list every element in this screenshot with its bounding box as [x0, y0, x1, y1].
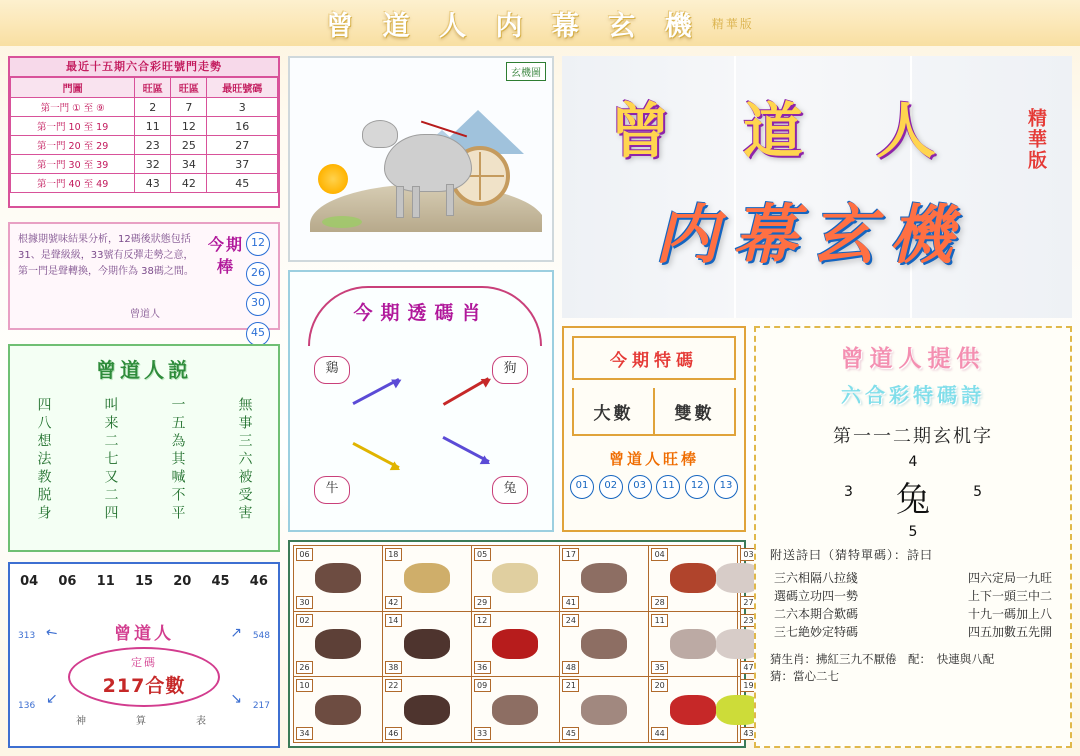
trend-table-header: 最近十五期六合彩旺號門走勢 — [10, 58, 278, 77]
cell-top-number: 06 — [296, 548, 313, 561]
hot-number: 01 — [570, 475, 594, 499]
col-hot2: 旺區 — [171, 78, 207, 98]
special-code-title: 今期特碼 — [572, 336, 736, 380]
row-label: 第一門 ① 至 ⑨ — [11, 98, 135, 117]
cell-top-number: 14 — [385, 614, 402, 627]
cell-value: 25 — [171, 136, 207, 155]
animal-figure — [315, 629, 361, 659]
grid-cell — [737, 677, 754, 743]
cell-value: 12 — [171, 117, 207, 136]
hot-pick-numbers — [570, 475, 738, 499]
banner-title: 曾 道 人 内 幕 玄 機 — [326, 10, 702, 42]
special-code-split — [572, 388, 736, 436]
trend-table-panel — [8, 56, 280, 208]
bottom-word: 神 — [76, 716, 86, 727]
bottom-word: 表 — [196, 716, 206, 727]
arrow-icon — [352, 378, 399, 405]
cell-bottom-number: 43 — [740, 727, 757, 740]
animal-figure — [581, 563, 627, 593]
grid-cell — [294, 677, 383, 743]
animal-figure — [492, 695, 538, 725]
poem-line-right: 十九一碼加上八 — [967, 607, 1052, 621]
corner-value-bl: 136 — [18, 701, 36, 711]
animal-figure — [581, 629, 627, 659]
cell-value: 27 — [207, 136, 278, 155]
saying-columns — [10, 397, 278, 547]
ox-body — [384, 134, 472, 192]
poem-line-right: 四六定局一九旺 — [967, 571, 1052, 585]
grid-cell — [471, 611, 560, 677]
zodiac-rooster: 鶏 — [314, 356, 350, 384]
poem-line — [774, 569, 1052, 587]
cell-value: 23 — [135, 136, 171, 155]
riddle-top-number: 4 — [908, 454, 918, 470]
table-row — [11, 98, 278, 117]
grid-cell — [560, 611, 649, 677]
mystic-picture-panel — [288, 56, 554, 262]
poem-line-left: 三六相隔八拉綫 — [774, 571, 859, 585]
poem-tail-lines — [770, 651, 1056, 685]
lucky-number-row — [10, 574, 278, 589]
saying-column: 叫来二七又二四 — [102, 397, 119, 523]
masthead-panel — [562, 56, 1072, 318]
arrow-icon: ↗ — [230, 625, 242, 641]
riddle-left-number: 3 — [844, 484, 853, 500]
cell-value: 37 — [207, 155, 278, 174]
arrow-icon: ↘ — [230, 691, 242, 707]
cell-bottom-number: 38 — [385, 661, 402, 674]
animal-figure — [404, 629, 450, 659]
poem-tail-line: 猜生肖：拂紅三九不厭倦 配： 快連與八配 — [770, 652, 995, 666]
cell-top-number: 09 — [474, 679, 491, 692]
fixed-code-label: 定碼 — [131, 656, 157, 669]
col-hot1: 旺區 — [135, 78, 171, 98]
corner-value-br: 217 — [252, 701, 270, 711]
arrow-icon: ↖ — [42, 623, 62, 643]
saying-column: 無事三六被受害 — [236, 397, 253, 523]
cell-bottom-number: 33 — [474, 727, 491, 740]
cell-bottom-number: 36 — [474, 661, 491, 674]
grid-row — [294, 677, 741, 743]
cell-bottom-number: 29 — [474, 596, 491, 609]
special-code-panel — [562, 326, 746, 532]
grid-row — [294, 546, 741, 612]
ox-leg — [446, 184, 454, 216]
zodiac-hint-panel — [288, 270, 554, 532]
cell-bottom-number: 48 — [562, 661, 579, 674]
cell-bottom-number: 28 — [651, 596, 668, 609]
bottom-word: 算 — [136, 716, 146, 727]
animal-figure — [581, 695, 627, 725]
poem-line — [774, 623, 1052, 641]
grid-cell — [382, 611, 471, 677]
cell-top-number: 24 — [562, 614, 579, 627]
grid-cell — [294, 546, 383, 612]
poem-issue: 第一一二期玄机字 — [833, 426, 993, 447]
animal-figure — [670, 629, 716, 659]
saying-title: 曾道人説 — [96, 358, 192, 382]
hot-number: 03 — [628, 475, 652, 499]
cell-bottom-number: 45 — [562, 727, 579, 740]
ox-leg — [396, 186, 404, 218]
row-label: 第一門 30 至 39 — [11, 155, 135, 174]
zodiac-hint-title: 今期透碼肖 — [353, 302, 489, 324]
grass-shape — [322, 216, 362, 228]
poem-subtitle: 附送詩曰（猜特單碼）：詩曰 — [770, 548, 934, 562]
cell-top-number: 22 — [385, 679, 402, 692]
poem-tail-line: 猜：當心二七 — [770, 669, 839, 683]
lucky-number: 46 — [249, 574, 268, 589]
cell-value: 42 — [171, 174, 207, 193]
riddle-right-number: 5 — [973, 484, 982, 500]
masthead-badge: 精華版 — [1025, 108, 1047, 171]
ball: 45 — [246, 322, 270, 346]
hot-number: 12 — [685, 475, 709, 499]
cell-value: 34 — [171, 155, 207, 174]
ox-illustration — [300, 68, 542, 250]
sun-icon — [318, 164, 348, 194]
trend-table — [10, 77, 278, 193]
fixed-code-oval — [68, 647, 220, 707]
ball: 26 — [246, 262, 270, 286]
grid-cell — [382, 546, 471, 612]
masthead-line1: 曾 道 人 — [610, 97, 962, 167]
brand-label: 曾道人 — [114, 624, 174, 644]
col-hotnum: 最旺號碼 — [207, 78, 278, 98]
cell-top-number: 10 — [296, 679, 313, 692]
cell-bottom-number: 42 — [385, 596, 402, 609]
cell-value: 45 — [207, 174, 278, 193]
animal-figure — [404, 563, 450, 593]
grid-cell — [560, 546, 649, 612]
lucky-number-panel — [8, 562, 280, 748]
poem-title-2: 六合彩特碼詩 — [841, 383, 985, 407]
cell-bottom-number: 46 — [385, 727, 402, 740]
cell-bottom-number: 35 — [651, 661, 668, 674]
row-label: 第一門 20 至 29 — [11, 136, 135, 155]
saying-panel — [8, 344, 280, 552]
ball: 12 — [246, 232, 270, 256]
poem-line — [774, 587, 1052, 605]
poem-line-right: 上下一頭三中二 — [967, 589, 1052, 603]
recommended-balls — [246, 232, 270, 346]
ball: 30 — [246, 292, 270, 316]
col-door: 門圖 — [11, 78, 135, 98]
fixed-code-value: 217合數 — [102, 675, 186, 697]
grid-cell — [294, 611, 383, 677]
cell-bottom-number: 41 — [562, 596, 579, 609]
cell-top-number: 19 — [740, 679, 757, 692]
hot-pick-subtitle: 曾道人旺棒 — [608, 450, 699, 468]
hot-number: 13 — [714, 475, 738, 499]
cell-bottom-number: 34 — [296, 727, 313, 740]
table-row — [11, 117, 278, 136]
cell-value: 2 — [135, 98, 171, 117]
special-code-left: 大數 — [574, 388, 655, 434]
riddle-bottom-number: 5 — [908, 524, 918, 540]
saying-column: 四八想法教脱身 — [35, 397, 52, 523]
cell-bottom-number: 44 — [651, 727, 668, 740]
poem-line-left: 二六本期合歎碼 — [774, 607, 859, 621]
grid-cell — [560, 677, 649, 743]
saying-column: 一五為其喊不平 — [169, 397, 186, 523]
cell-bottom-number: 30 — [296, 596, 313, 609]
cell-top-number: 21 — [562, 679, 579, 692]
corner-value-tl: 313 — [18, 631, 36, 641]
zodiac-number-grid — [288, 540, 754, 748]
grid-table — [293, 545, 754, 743]
mystic-picture-tag: 玄機圖 — [506, 62, 546, 81]
special-code-right: 雙數 — [674, 403, 715, 424]
cell-value: 32 — [135, 155, 171, 174]
cell-bottom-number: 27 — [740, 596, 757, 609]
riddle-char-block — [756, 454, 1070, 540]
animal-figure — [670, 695, 716, 725]
poem-line-left: 選碼立功四一勢 — [774, 589, 859, 603]
cell-top-number: 18 — [385, 548, 402, 561]
cell-bottom-number: 47 — [740, 661, 757, 674]
zodiac-ox: 牛 — [314, 476, 350, 504]
animal-figure — [315, 695, 361, 725]
analysis-note-text: 根據期號味結果分析，12碼後狀態包括 31、是聲級級，33號有反彈走勢之意，第一門是聲轉換，今期作為 38碼之間。 — [18, 234, 194, 277]
analysis-note-panel — [8, 222, 280, 339]
arrow-icon — [443, 377, 490, 406]
cell-bottom-number: 26 — [296, 661, 313, 674]
corner-value-tr: 548 — [252, 631, 270, 641]
zodiac-rabbit: 兔 — [492, 476, 528, 504]
lucky-number: 04 — [20, 574, 39, 589]
hot-number: 11 — [656, 475, 680, 499]
poem-line-left: 三七絶妙定特碼 — [774, 625, 859, 639]
lucky-number: 45 — [211, 574, 230, 589]
row-label: 第一門 10 至 19 — [11, 117, 135, 136]
cell-top-number: 02 — [296, 614, 313, 627]
cell-value: 11 — [135, 117, 171, 136]
table-row — [11, 136, 278, 155]
animal-figure — [492, 563, 538, 593]
animal-figure — [315, 563, 361, 593]
cell-value: 7 — [171, 98, 207, 117]
grid-row — [294, 611, 741, 677]
cell-value: 3 — [207, 98, 278, 117]
banner-subtitle: 精華版 — [711, 16, 754, 31]
hot-number: 02 — [599, 475, 623, 499]
arrow-icon — [442, 436, 489, 463]
cell-top-number: 03 — [740, 548, 757, 561]
ox-head — [362, 120, 398, 148]
analysis-signature: 曾道人 — [130, 309, 160, 320]
poem-line — [774, 605, 1052, 623]
riddle-center-char: 兔 — [896, 480, 930, 520]
arrow-icon — [352, 442, 399, 469]
table-header-row — [11, 78, 278, 98]
cell-top-number: 17 — [562, 548, 579, 561]
masthead-line2: 内幕玄機 — [655, 198, 967, 273]
lucky-number: 20 — [173, 574, 192, 589]
ox-leg — [412, 186, 420, 218]
cell-top-number: 04 — [651, 548, 668, 561]
lucky-number: 15 — [134, 574, 154, 589]
grid-cell — [737, 546, 754, 612]
arrow-icon: ↙ — [46, 691, 58, 707]
row-label: 第一門 40 至 49 — [11, 174, 135, 193]
cell-value: 16 — [207, 117, 278, 136]
lucky-diagram — [10, 589, 278, 729]
grid-cell — [471, 546, 560, 612]
lucky-number: 11 — [96, 574, 115, 589]
grid-cell — [471, 677, 560, 743]
animal-figure — [670, 563, 716, 593]
current-period-label: 今期棒 — [207, 235, 244, 276]
table-row — [11, 174, 278, 193]
poem-panel — [754, 326, 1072, 748]
animal-figure — [492, 629, 538, 659]
poem-lines — [774, 569, 1052, 641]
cell-top-number: 05 — [474, 548, 491, 561]
cell-value: 43 — [135, 174, 171, 193]
lucky-number: 06 — [58, 574, 77, 589]
poem-title-1: 曾道人提供 — [840, 345, 986, 372]
poem-line-right: 四五加數五先開 — [967, 625, 1052, 639]
page-banner — [0, 0, 1080, 46]
grid-cell — [737, 611, 754, 677]
cell-top-number: 12 — [474, 614, 491, 627]
table-row — [11, 155, 278, 174]
cell-top-number: 23 — [740, 614, 757, 627]
animal-figure — [404, 695, 450, 725]
cell-top-number: 20 — [651, 679, 668, 692]
zodiac-dog: 狗 — [492, 356, 528, 384]
cell-top-number: 11 — [651, 614, 668, 627]
grid-cell — [382, 677, 471, 743]
